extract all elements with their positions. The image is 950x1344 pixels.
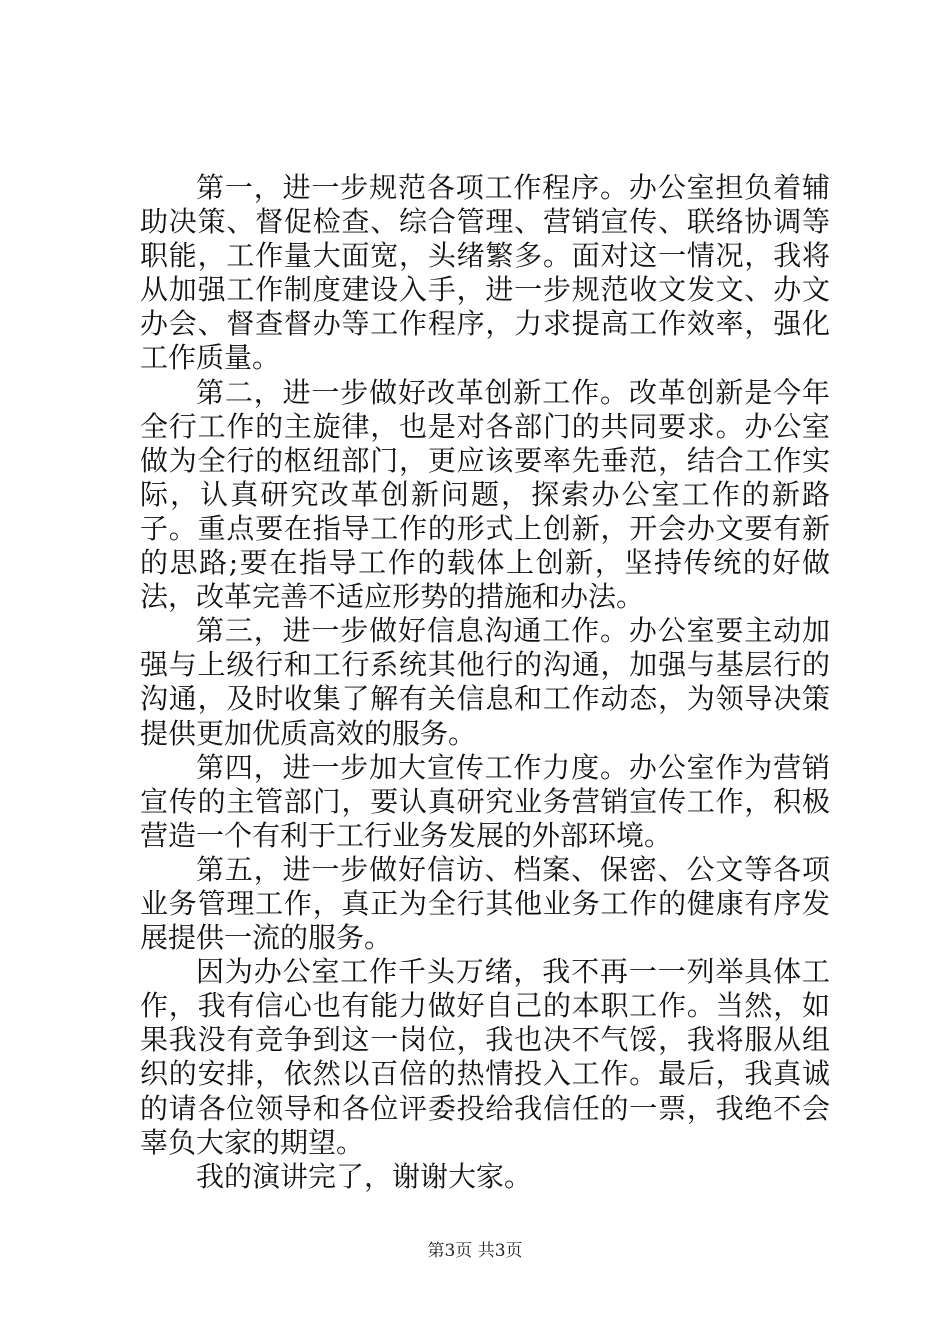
paragraph-5: 第五，进一步做好信访、档案、保密、公文等各项业务管理工作，真正为全行其他业务工作的健康有序发展提供一流的服务。 xyxy=(140,852,830,955)
paragraph-4: 第四，进一步加大宣传工作力度。办公室作为营销宣传的主管部门，要认真研究业务营销宣传工作，积极营造一个有利于工行业务发展的外部环境。 xyxy=(140,750,830,852)
document-body xyxy=(140,171,830,1194)
page-footer xyxy=(0,1240,950,1262)
paragraph-1: 第一，进一步规范各项工作程序。办公室担负着辅助决策、督促检查、综合管理、营销宣传、联络协调等职能，工作量大面宽，头绪繁多。面对这一情况，我将从加强工作制度建设入手，进一步规范收文发文、办文办会、督查督办等工作程序，力求提高工作效率，强化工作质量。 xyxy=(140,171,830,375)
paragraph-2: 第二，进一步做好改革创新工作。改革创新是今年全行工作的主旋律，也是对各部门的共同要求。办公室做为全行的枢纽部门，更应该要率先垂范，结合工作实际，认真研究改革创新问题，探索办公室工作的新路子。重点要在指导工作的形式上创新，开会办文要有新的思路;要在指导工作的载体上创新，坚持传统的好做法，改革完善不适应形势的措施和办法。 xyxy=(140,375,830,614)
paragraph-7: 我的演讲完了，谢谢大家。 xyxy=(196,1159,533,1193)
page-number-label: 第3页 共3页 xyxy=(427,1241,523,1261)
paragraph-6: 因为办公室工作千头万绪，我不再一一列举具体工作，我有信心也有能力做好自己的本职工作。当然，如果我没有竞争到这一岗位，我也决不气馁，我将服从组织的安排，依然以百倍的热情投入工作。最后，我真诚的请各位领导和各位评委投给我信任的一票，我绝不会辜负大家的期望。 xyxy=(140,955,830,1159)
paragraph-3: 第三，进一步做好信息沟通工作。办公室要主动加强与上级行和工行系统其他行的沟通，加强与基层行的沟通，及时收集了解有关信息和工作动态，为领导决策提供更加优质高效的服务。 xyxy=(140,614,830,750)
